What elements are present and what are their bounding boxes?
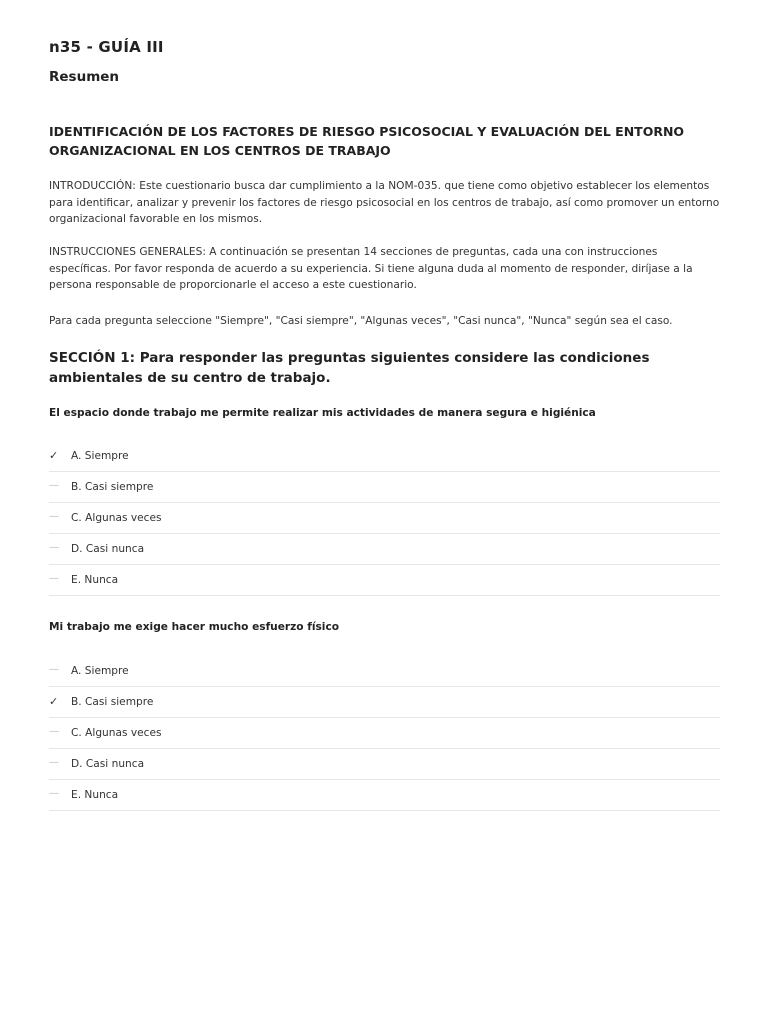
answer-option-label: D. Casi nunca: [71, 758, 145, 770]
answer-option-label: E. Nunca: [71, 789, 119, 801]
introduction-text: INTRODUCCIÓN: Este cuestionario busca dar cumplimiento a la NOM-035. que tiene como objetivo establecer los elementos para identificar, analizar y prevenir los factores de riesgo psicosocial en los centros de trabajo, así como promover un entorno organizacional favorable en los mismos.: [49, 180, 720, 225]
checkmark-icon: ✓: [49, 695, 59, 708]
answer-option[interactable]: [49, 749, 720, 780]
answer-option[interactable]: [49, 534, 720, 565]
answer-option-label: B. Casi siempre: [71, 696, 154, 708]
dash-icon: —: [49, 726, 59, 737]
answer-instructions-text: Para cada pregunta seleccione "Siempre", "Casi siempre", "Algunas veces", "Casi nunca", "Nunca" según sea el caso.: [49, 315, 673, 327]
answer-option[interactable]: [49, 503, 720, 534]
section-1-heading: SECCIÓN 1: Para responder las preguntas siguientes considere las condiciones ambientales de su centro de trabajo.: [49, 350, 650, 386]
answer-option[interactable]: [49, 656, 720, 687]
dash-icon: —: [49, 788, 59, 799]
question-1-options: [49, 441, 720, 596]
summary-heading: Resumen: [49, 69, 120, 85]
answer-option[interactable]: [49, 687, 720, 718]
document-title: n35 - GUÍA III: [49, 38, 164, 56]
dash-icon: —: [49, 511, 59, 522]
question-1-text: El espacio donde trabajo me permite realizar mis actividades de manera segura e higiénica: [49, 407, 596, 419]
dash-icon: —: [49, 664, 59, 675]
dash-icon: —: [49, 757, 59, 768]
answer-option[interactable]: [49, 718, 720, 749]
dash-icon: —: [49, 542, 59, 553]
question-2-text: Mi trabajo me exige hacer mucho esfuerzo físico: [49, 621, 339, 633]
question-2-options: [49, 656, 720, 811]
answer-option-label: A. Siempre: [71, 665, 129, 677]
answer-option-label: A. Siempre: [71, 450, 129, 462]
answer-option-label: B. Casi siempre: [71, 481, 154, 493]
questionnaire-title: IDENTIFICACIÓN DE LOS FACTORES DE RIESGO PSICOSOCIAL Y EVALUACIÓN DEL ENTORNO ORGANIZACIONAL EN LOS CENTROS DE TRABAJO: [49, 124, 685, 158]
answer-option-label: D. Casi nunca: [71, 543, 145, 555]
answer-option[interactable]: [49, 472, 720, 503]
general-instructions-text: INSTRUCCIONES GENERALES: A continuación se presentan 14 secciones de preguntas, cada una con instrucciones específicas. Por favor responda de acuerdo a su experiencia. Si tiene alguna duda al momento de responder, diríjase a la persona responsable de proporcionarle el acceso a este cuestionario.: [49, 246, 693, 291]
answer-option-label: C. Algunas veces: [71, 512, 162, 524]
dash-icon: —: [49, 573, 59, 584]
dash-icon: —: [49, 480, 59, 491]
answer-option[interactable]: [49, 565, 720, 596]
checkmark-icon: ✓: [49, 449, 59, 462]
answer-option[interactable]: [49, 780, 720, 811]
answer-option-label: C. Algunas veces: [71, 727, 162, 739]
answer-option-label: E. Nunca: [71, 574, 119, 586]
answer-option[interactable]: [49, 441, 720, 472]
